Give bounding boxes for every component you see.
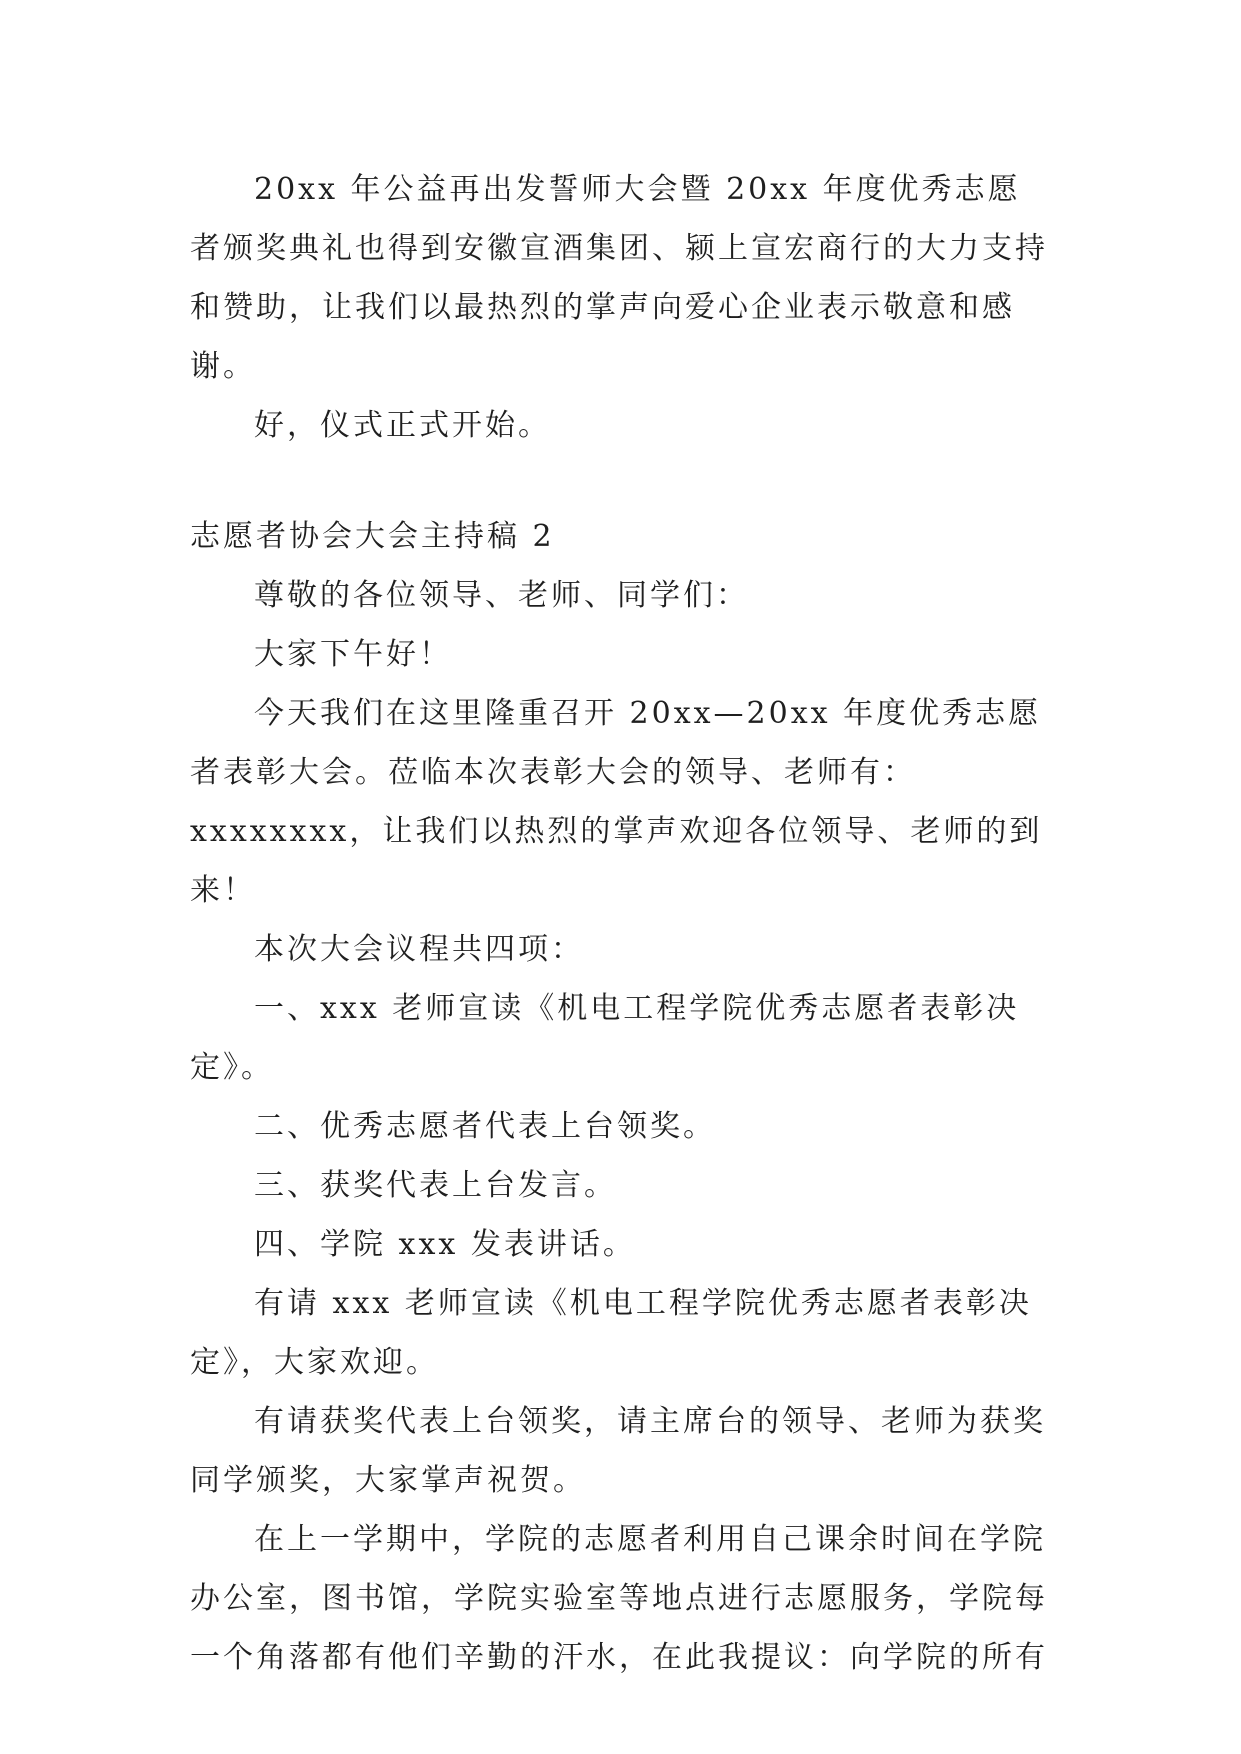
paragraph-agenda-item-4: 四、学院 xxx 发表讲话。 (254, 1227, 636, 1262)
paragraph-agenda-item-2: 二、优秀志愿者代表上台领奖。 (254, 1109, 716, 1144)
paragraph-sponsor-thanks: 20xx 年公益再出发誓师大会暨 20xx 年度优秀志愿者颁奖典礼也得到安徽宣酒集团、颍上宣宏商行的大力支持和赞助，让我们以最热烈的掌声向爱心企业表示敬意和感谢。 (190, 172, 1048, 384)
paragraph-agenda-heading: 本次大会议程共四项： (254, 932, 584, 967)
paragraph-agenda-item-3: 三、获奖代表上台发言。 (254, 1168, 617, 1203)
section-title: 志愿者协会大会主持稿 2 (190, 519, 555, 554)
paragraph-read-decision: 有请 xxx 老师宣读《机电工程学院优秀志愿者表彰决定》，大家欢迎。 (190, 1286, 1032, 1380)
paragraph-volunteer-service: 在上一学期中，学院的志愿者利用自己课余时间在学院办公室，图书馆，学院实验室等地点进行志愿服务，学院每一个角落都有他们辛勤的汗水，在此我提议：向学院的所有 (190, 1522, 1048, 1675)
paragraph-award-presentation: 有请获奖代表上台领奖，请主席台的领导、老师为获奖同学颁奖，大家掌声祝贺。 (190, 1404, 1046, 1498)
paragraph-ceremony-start: 好，仪式正式开始。 (254, 408, 551, 443)
document-body (190, 160, 1050, 1687)
section-gap (190, 455, 1050, 507)
paragraph-greeting-audience: 尊敬的各位领导、老师、同学们： (254, 578, 749, 613)
paragraph-meeting-intro: 今天我们在这里隆重召开 20xx—20xx 年度优秀志愿者表彰大会。莅临本次表彰大会的领导、老师有：xxxxxxxx，让我们以热烈的掌声欢迎各位领导、老师的到来！ (190, 696, 1043, 908)
paragraph-agenda-item-1: 一、xxx 老师宣读《机电工程学院优秀志愿者表彰决定》。 (190, 991, 1020, 1085)
paragraph-good-afternoon: 大家下午好！ (254, 637, 452, 672)
